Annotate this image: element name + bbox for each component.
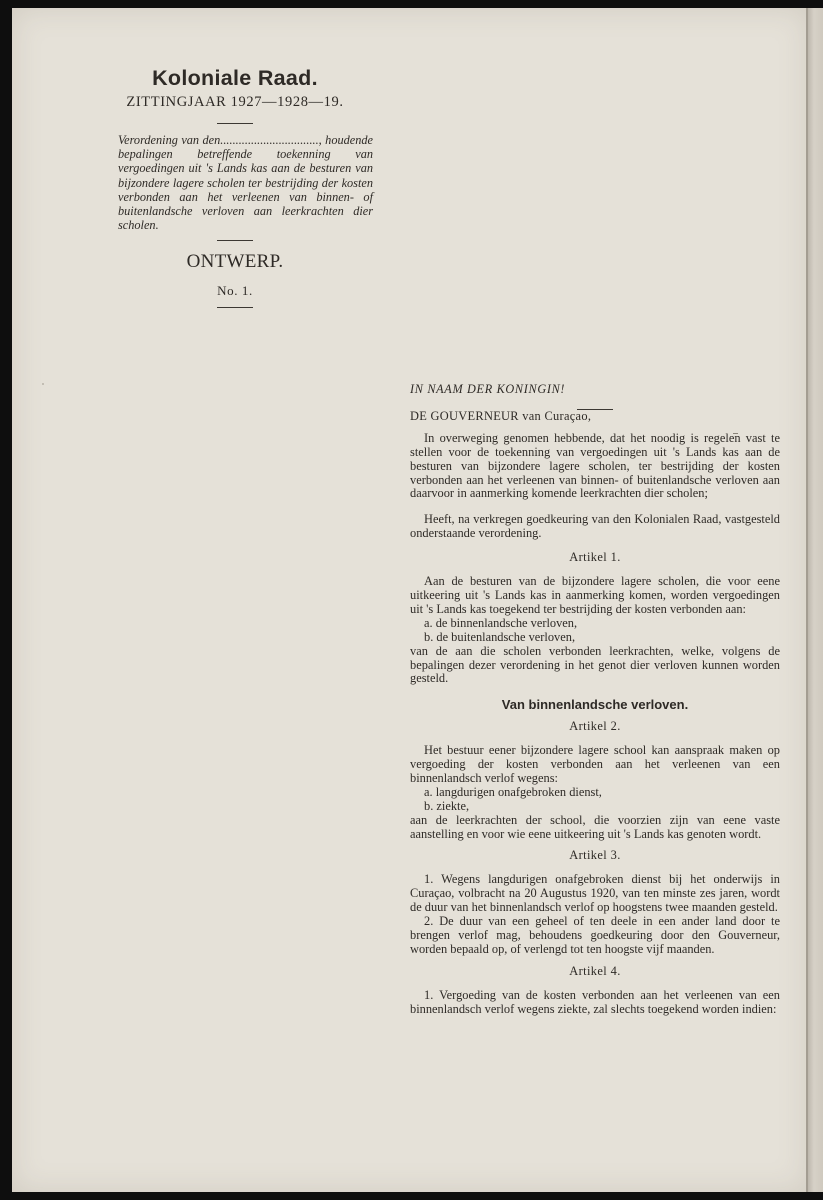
ordinance-body <box>410 383 780 1017</box>
article-2-item-b: b. ziekte, <box>424 798 470 813</box>
article-4-title: Artikel 4. <box>569 963 621 978</box>
article-1-item-b: b. de buitenlandsche verloven, <box>424 629 576 644</box>
article-2-intro: Het bestuur eener bijzondere lagere school kan aanspraak maken op vergoeding der kosten verbonden aan het verleenen van een binnenlandsch verlof wegens: <box>410 743 780 785</box>
article-1-item-a: a. de binnenlandsche verloven, <box>424 615 578 630</box>
article-2-closing: aan de leerkrachten der school, die voorzien zijn van eene vaste aanstelling en voor wie eene uitkeering uit 's Lands kas genoten wordt. <box>410 812 780 841</box>
preamble-paragraph: In overweging genomen hebbende, dat het noodig is regelen vast te stellen voor de toekenning van vergoedingen uit 's Lands kas aan de besturen van bijzondere lagere scholen, ter bestrijding der kosten verbonden aan het verleenen van binnen- of buitenlandsche verloven aan daarvoor in aanmerking komende leerkrachten dier scholen; <box>410 430 780 501</box>
divider <box>217 307 253 308</box>
divider <box>217 123 253 124</box>
divider <box>217 240 253 241</box>
article-3-paragraph-1: 1. Wegens langdurigen onafgebroken dienst bij het onderwijs in Curaçao, volbracht na 20 Augustus 1920, van ten minste zes jaren, wordt de duur van het binnenlandsch verlof op hoogstens twee maanden gesteld. <box>410 872 780 915</box>
article-1-closing: van de aan die scholen verbonden leerkrachten, welke, volgens de bepalingen dezer verordening in het genot dier verloven kunnen worden gesteld. <box>410 643 780 686</box>
article-3-title: Artikel 3. <box>569 848 621 863</box>
royal-formula: IN NAAM DER KONINGIN! <box>410 382 566 396</box>
page-edge <box>808 8 823 1192</box>
enactment-paragraph: Heeft, na verkregen goedkeuring van den Kolonialen Raad, vastgesteld onderstaande verordening. <box>410 512 780 541</box>
governor-line: DE GOUVERNEUR van Curaçao, <box>410 408 592 423</box>
article-1-intro: Aan de besturen van de bijzondere lagere scholen, die voor eene uitkeering uit 's Lands kas in aanmerking komen, worden vergoedingen uit 's Lands kas toegekend ter bestrijding der kosten verbonden aan: <box>410 574 780 616</box>
article-2-title: Artikel 2. <box>569 719 621 734</box>
article-2-item-a: a. langdurigen onafgebroken dienst, <box>424 784 602 799</box>
draft-label: ONTWERP. <box>186 251 284 273</box>
section-heading: Van binnenlandsche verloven. <box>501 697 689 713</box>
article-3-paragraph-2: 2. De duur van een geheel of ten deele in een ander land door te brengen verlof mag, behoudens goedkeuring door den Gouverneur, worden bepaald op, of verlengd tot ten hoogste vijf maanden. <box>410 914 780 956</box>
paper-speck <box>42 383 44 385</box>
article-1-title: Artikel 1. <box>569 550 621 565</box>
article-4-paragraph-1: 1. Vergoeding van de kosten verbonden aan het verleenen van een binnenlandsch verlof wegens ziekte, zal slechts toegekend worden indien: <box>410 987 780 1016</box>
document-number: No. 1. <box>217 283 253 299</box>
council-title: Koloniale Raad. <box>152 66 318 90</box>
session-year: ZITTINGJAAR 1927—1928—19. <box>126 94 344 110</box>
header-block <box>105 65 373 308</box>
ordinance-description: Verordening van den................................, houdende bepalingen betreffende toekenning van vergoedingen uit 's Lands kas aan de besturen van bijzondere lagere scholen ter bestrijding der kosten verbonden aan het verleenen van binnen- of buitenlandsche verloven aan leerkrachten dier scholen. <box>118 133 373 233</box>
